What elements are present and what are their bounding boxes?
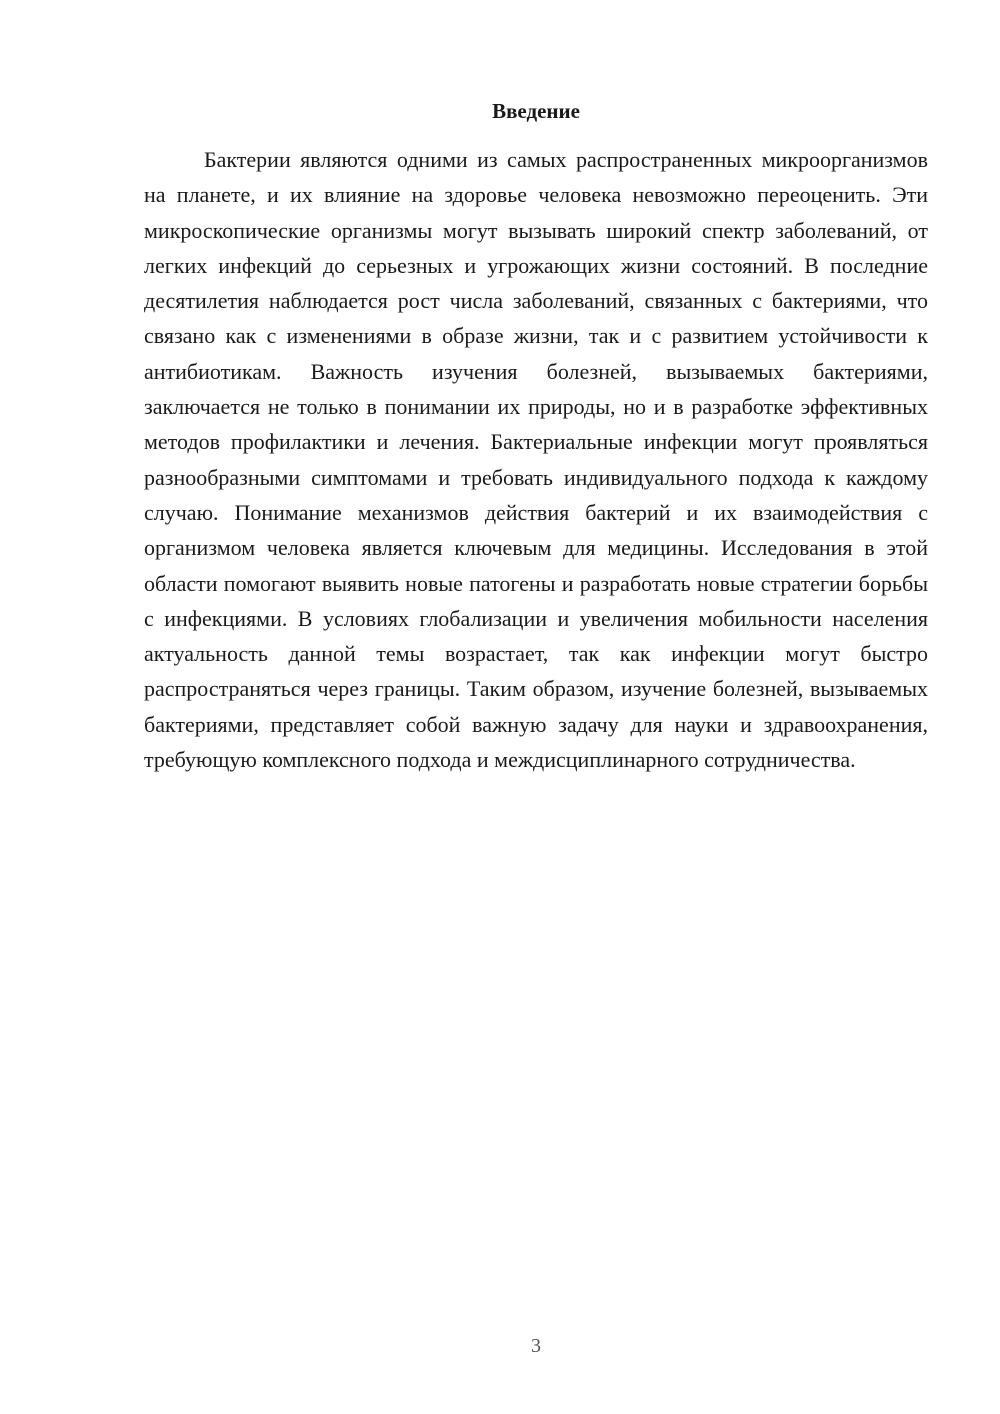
page-number: 3 bbox=[531, 1335, 541, 1357]
section-heading: Введение bbox=[492, 99, 580, 123]
intro-paragraph: Бактерии являются одними из самых распространенных микроорганизмов на планете, и их влияние на здоровье человека невозможно переоценить. Эти микроскопические организмы могут вызывать широкий спектр заболеваний, от легких инфекций до серьезных и угрожающих жизни состояний. В последние десятилетия наблюдается рост числа заболеваний, связанных с бактериями, что связано как с изменениями в образе жизни, так и с развитием устойчивости к антибиотикам. Важность изучения болезней, вызываемых бактериями, заключается не только в понимании их природы, но и в разработке эффективных методов профилактики и лечения. Бактериальные инфекции могут проявляться разнообразными симптомами и требовать индивидуального подхода к каждому случаю. Понимание механизмов действия бактерий и их взаимодействия с организмом человека является ключевым для медицины. Исследования в этой области помогают выявить новые патогены и разработать новые стратегии борьбы с инфекциями. В условиях глобализации и увеличения мобильности населения актуальность данной темы возрастает, так как инфекции могут быстро распространяться через границы. Таким образом, изучение болезней, вызываемых бактериями, представляет собой важную задачу для науки и здравоохранения, требующую комплексного подхода и междисциплинарного сотрудничества. bbox=[144, 147, 928, 773]
